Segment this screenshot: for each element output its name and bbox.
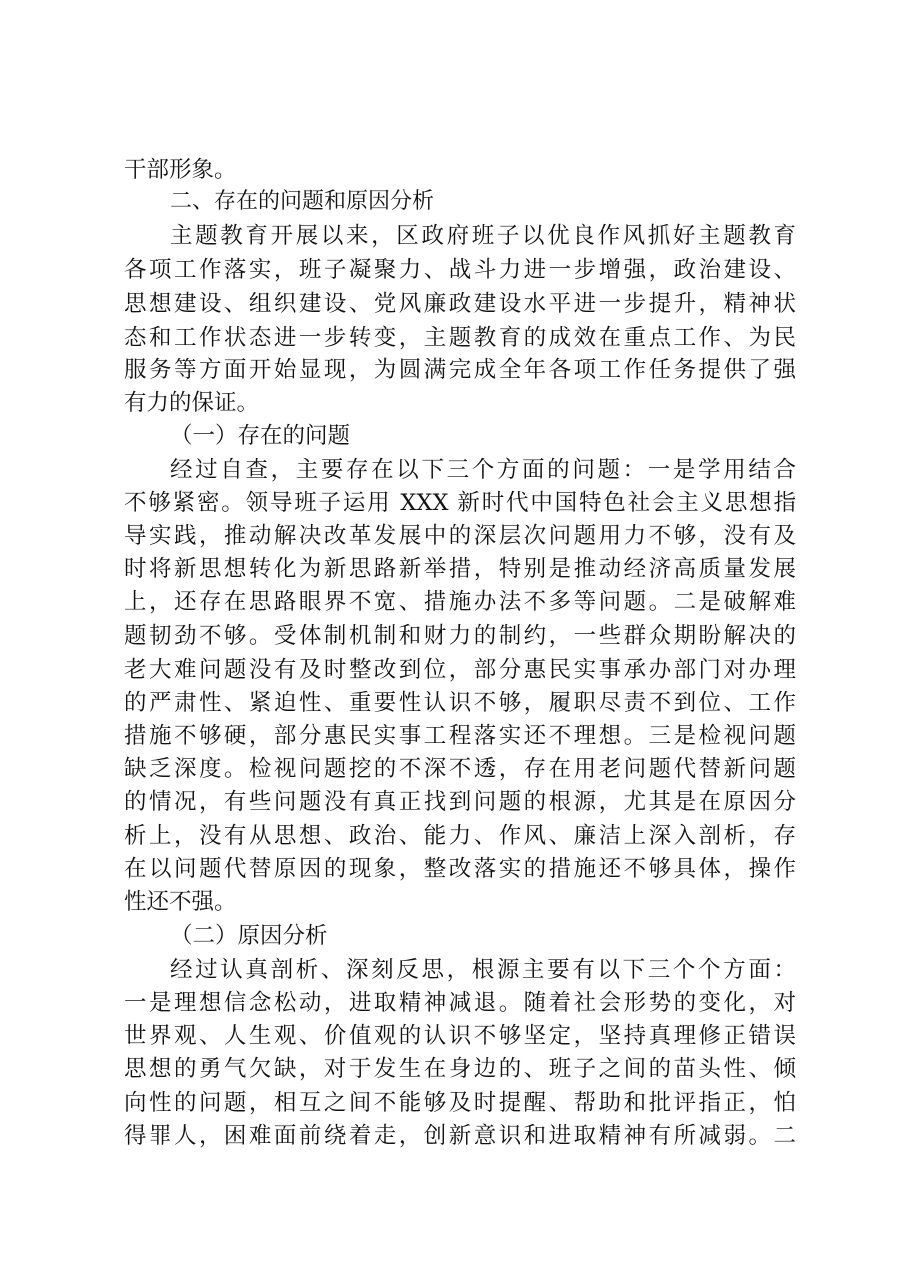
paragraph-line: 在以问题代替原因的现象，整改落实的措施还不够具体，操作 (124, 856, 796, 882)
paragraph-line: 思想的勇气欠缺，对于发生在身边的、班子之间的苗头性、倾 (124, 1056, 796, 1082)
paragraph-line: 老大难问题没有及时整改到位，部分惠民实事承办部门对办理 (124, 657, 796, 683)
paragraph-line: 经过自查，主要存在以下三个方面的问题：一是学用结合 (170, 457, 796, 483)
paragraph-line: 主题教育开展以来，区政府班子以优良作风抓好主题教育 (170, 223, 796, 249)
paragraph-line: 导实践，推动解决改革发展中的深层次问题用力不够，没有及 (124, 523, 796, 549)
paragraph-line: 有力的保证。 (124, 390, 260, 416)
paragraph-line: 思想建设、组织建设、党风廉政建设水平进一步提升，精神状 (124, 291, 796, 317)
paragraph-line: 一是理想信念松动，进取精神减退。随着社会形势的变化，对 (124, 990, 796, 1016)
paragraph-line: 缺乏深度。检视问题挖的不深不透，存在用老问题代替新问题 (124, 756, 796, 782)
paragraph-line: 性还不强。 (124, 889, 237, 915)
section-heading: 二、存在的问题和原因分析 (170, 189, 435, 214)
paragraph-line: 时将新思想转化为新思路新举措，特别是推动经济高质量发展 (124, 556, 796, 582)
text-line: 干部形象。 (124, 157, 237, 183)
paragraph-line: 态和工作状态进一步转变，主题教育的成效在重点工作、为民 (124, 325, 796, 351)
paragraph-line: 得罪人，困难面前绕着走，创新意识和进取精神有所减弱。二 (124, 1123, 796, 1149)
paragraph-line: 措施不够硬，部分惠民实事工程落实还不理想。三是检视问题 (124, 723, 796, 749)
paragraph-line: 世界观、人生观、价值观的认识不够坚定，坚持真理修正错误 (124, 1023, 796, 1049)
paragraph-line: 服务等方面开始显现，为圆满完成全年各项工作任务提供了强 (124, 357, 796, 383)
subsection-heading: （一）存在的问题 (170, 423, 351, 449)
paragraph-line: 经过认真剖析、深刻反思，根源主要有以下三个个方面： (170, 957, 796, 983)
paragraph-line: 题韧劲不够。受体制机制和财力的制约，一些群众期盼解决的 (124, 623, 796, 649)
paragraph-line: 的严肃性、紧迫性、重要性认识不够，履职尽责不到位、工作 (124, 690, 796, 716)
paragraph-line: 各项工作落实，班子凝聚力、战斗力进一步增强，政治建设、 (124, 257, 796, 283)
paragraph-line: 不够紧密。领导班子运用 XXX 新时代中国特色社会主义思想指 (124, 490, 796, 516)
paragraph-line: 析上，没有从思想、政治、能力、作风、廉洁上深入剖析，存 (124, 823, 796, 849)
paragraph-line: 上，还存在思路眼界不宽、措施办法不多等问题。二是破解难 (124, 589, 796, 615)
subsection-heading: （二）原因分析 (170, 923, 328, 949)
paragraph-line: 向性的问题，相互之间不能够及时提醒、帮助和批评指正，怕 (124, 1090, 796, 1116)
paragraph-line: 的情况，有些问题没有真正找到问题的根源，尤其是在原因分 (124, 789, 796, 815)
